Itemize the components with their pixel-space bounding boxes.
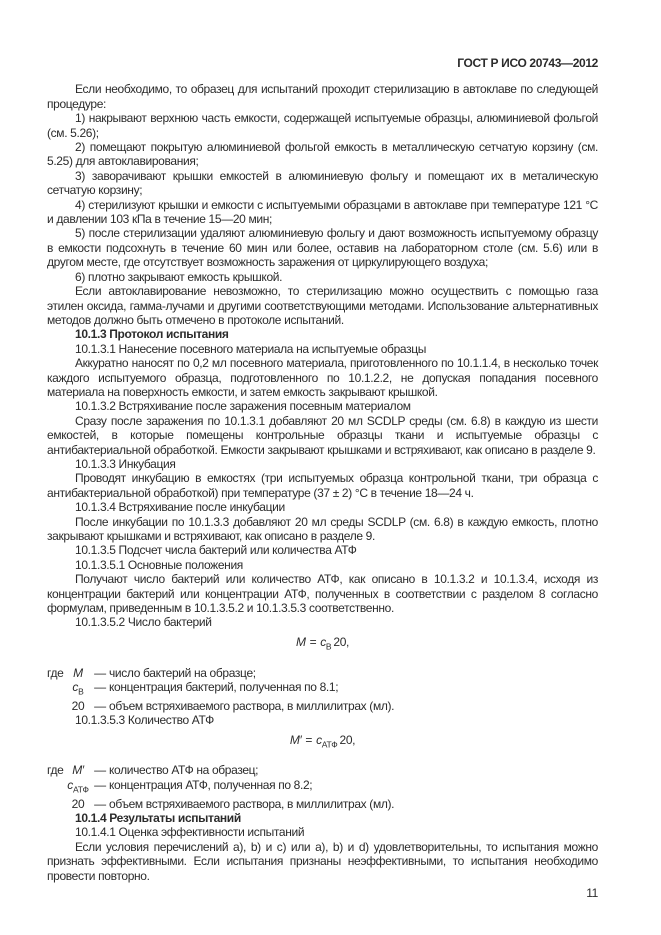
heading-10-1-3-3: 10.1.3.3 Инкубация xyxy=(75,456,176,471)
definition-row xyxy=(47,699,598,713)
definition-symbol xyxy=(65,797,91,811)
paragraph-10-1-3-5-1: Получают число бактерий или количество АТФ, как описано в 10.1.3.2 и 10.1.3.4, исходя из концентрации бактерий или концентрации АТФ, полученных в соответствии с разделом 8 согласно формулам, приведенным в 10.1.3.5.2 и 10.1.3.5.3 соответственно. xyxy=(47,572,598,616)
symbol-text: 20 xyxy=(71,796,85,811)
heading-10-1-3-5-1: 10.1.3.5.1 Основные положения xyxy=(75,557,243,572)
definition-text: число бактерий на образце; xyxy=(109,665,256,680)
paragraph-10-1-3-2: Сразу после заражения по 10.1.3.1 добавляют 20 мл SCDLP среды (см. 6.8) в каждую из шести емкостей, в которые помещены контрольные образцы ткани и испытуемые образцы с антибактериальной обработкой. Емкости закрывают крышками и встряхивают, как описано в разделе 9. xyxy=(47,413,598,457)
definition-list-bacteria xyxy=(47,666,598,714)
definition-symbol xyxy=(65,666,91,680)
definition-row xyxy=(47,797,598,811)
definition-text: количество АТФ на образец; xyxy=(109,763,259,778)
dash: — xyxy=(94,698,106,713)
formula-factor: 20, xyxy=(333,634,350,649)
formula-subscript: В xyxy=(325,641,332,652)
formula-subscript: АТФ xyxy=(321,739,338,750)
symbol-text: 20 xyxy=(71,698,85,713)
definition-symbol xyxy=(65,763,91,777)
formula-lhs: M xyxy=(295,634,306,649)
definition-row xyxy=(47,778,598,797)
list-item-4: 4) стерилизуют крышки и емкости с испытуемыми образцами в автоклаве при температуре 121 °С и давлении 103 кПа в течение 15—20 мин; xyxy=(47,197,598,227)
list-item-2: 2) помещают покрытую алюминиевой фольгой емкость в металлическую сетчатую корзину (см. 5.25) для автоклавирования; xyxy=(47,140,598,169)
heading-10-1-3-5-3: 10.1.3.5.3 Количество АТФ xyxy=(75,713,214,728)
definition-prefix: где xyxy=(47,665,64,680)
definition-row xyxy=(47,680,598,699)
heading-10-1-4-1: 10.1.4.1 Оценка эффективности испытаний xyxy=(75,825,305,840)
dash: — xyxy=(94,796,106,811)
formula-factor: 20, xyxy=(339,732,356,747)
paragraph-alternative-sterilization: Если автоклавирование невозможно, то стерилизацию можно осуществить с помощью газа этилен оксида, гамма-лучами и другими соответствующими методами. Использование альтернативных методов должно быть отмечено в протоколе испытаний. xyxy=(47,284,598,327)
heading-10-1-3-2: 10.1.3.2 Встряхивание после заражения посевным материалом xyxy=(75,399,411,414)
heading-10-1-3-4: 10.1.3.4 Встряхивание после инкубации xyxy=(75,500,285,515)
definition-text: концентрация АТФ, полученная по 8.2; xyxy=(109,777,313,792)
formula-number-of-bacteria xyxy=(47,635,598,654)
heading-10-1-3-1: 10.1.3.1 Нанесение посевного материала на испытуемые образцы xyxy=(75,341,427,356)
dash: — xyxy=(94,777,106,792)
list-item-1: 1) накрывают верхнюю часть емкости, содержащей испытуемые образцы, алюминиевой фольгой (см. 5.26); xyxy=(47,111,598,140)
symbol-text: c xyxy=(72,680,79,695)
paragraph-10-1-3-3: Проводят инкубацию в емкостях (три испытуемых образца контрольной ткани, три образца с антибактериальной обработкой) при температуре (37 ± 2) °С в течение 18—24 ч. xyxy=(47,471,598,500)
paragraph-10-1-3-1: Аккуратно наносят по 0,2 мл посевного материала, приготовленного по 10.1.1.4, в несколько точек каждого испытуемого образца, подготовленного по 10.1.2.2, не допуская попадания посевного материала на поверхность емкости, и затем емкость закрывают крышкой. xyxy=(47,356,598,399)
definition-symbol xyxy=(65,778,91,797)
dash: — xyxy=(94,763,106,778)
formula-lhs: M′ xyxy=(289,732,302,747)
formula-amount-of-atp xyxy=(47,733,598,752)
formula-variable: c xyxy=(320,634,326,649)
page-content xyxy=(47,82,598,883)
symbol-subscript: В xyxy=(78,686,84,697)
dash: — xyxy=(94,680,106,695)
definition-text: объем встряхиваемого раствора, в миллилитрах (мл). xyxy=(109,698,395,713)
definition-row xyxy=(47,666,598,680)
document-code: ГОСТ Р ИСО 20743—2012 xyxy=(457,56,598,70)
running-header xyxy=(47,56,598,70)
list-item-5: 5) после стерилизации удаляют алюминиевую фольгу и дают возможность испытуемому образцу в емкости подсохнуть в течение 60 мин или более, оставив на лабораторном столе (см. 5.6) или в другом месте, где отсутствует возможность заражения от циркулирующего воздуха; xyxy=(47,226,598,270)
heading-10-1-3-5: 10.1.3.5 Подсчет числа бактерий или количества АТФ xyxy=(75,543,357,558)
paragraph-10-1-4-1: Если условия перечислений a), b) и c) или a), b) и d) удовлетворительны, то испытания можно признать эффективными. Если испытания признаны неэффективными, то испытания необходимо провести повторно. xyxy=(47,839,598,883)
equals-sign: = xyxy=(309,634,317,649)
definition-symbol xyxy=(65,680,91,699)
page-footer xyxy=(47,886,598,900)
page-number: 11 xyxy=(586,886,598,901)
paragraph-intro: Если необходимо, то образец для испытаний проходит стерилизацию в автоклаве по следующей процедуре: xyxy=(47,82,598,111)
heading-10-1-4: 10.1.4 Результаты испытаний xyxy=(75,811,241,826)
symbol-text: c xyxy=(67,777,73,792)
definition-symbol xyxy=(65,699,91,713)
formula-variable: c xyxy=(316,732,322,747)
definition-text: концентрация бактерий, полученная по 8.1; xyxy=(109,680,339,695)
definition-prefix: где xyxy=(47,763,64,778)
dash: — xyxy=(94,665,106,680)
symbol-subscript: АТФ xyxy=(72,784,89,795)
heading-10-1-3: 10.1.3 Протокол испытания xyxy=(75,327,229,342)
heading-10-1-3-5-2: 10.1.3.5.2 Число бактерий xyxy=(75,615,212,630)
list-item-3: 3) заворачивают крышки емкостей в алюминиевую фольгу и помещают их в металическую сетчатую корзину; xyxy=(47,168,598,198)
list-item-6: 6) плотно закрывают емкость крышкой. xyxy=(75,269,283,284)
equals-sign: = xyxy=(305,732,313,747)
definition-list-atp xyxy=(47,763,598,811)
symbol-text: M xyxy=(73,665,83,680)
symbol-text: M′ xyxy=(72,763,84,778)
paragraph-10-1-3-4: После инкубации по 10.1.3.3 добавляют 20 мл среды SCDLP (см. 6.8) в каждую емкость, плотно закрывают крышками и встряхивают, как описано в разделе 9. xyxy=(47,514,598,543)
definition-text: объем встряхиваемого раствора, в миллилитрах (мл). xyxy=(109,796,395,811)
definition-row xyxy=(47,763,598,777)
